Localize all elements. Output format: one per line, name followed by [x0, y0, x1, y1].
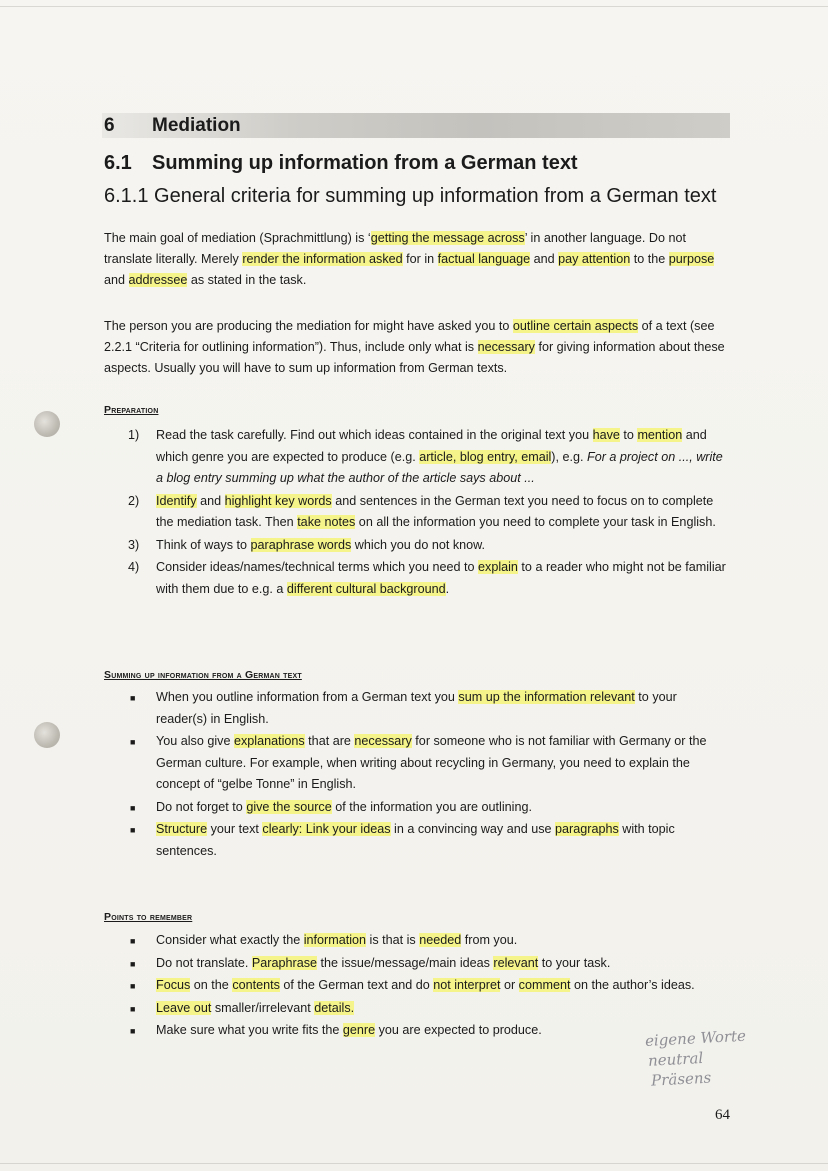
list-number: 1) — [128, 428, 140, 442]
highlighted-text: comment — [518, 978, 571, 992]
text-run: ’ in another language. Do not translate literally. Merely — [104, 231, 686, 266]
intro-paragraph-2 — [104, 316, 728, 379]
text-run: The person you are producing the mediation for might have asked you to — [104, 319, 513, 333]
text-run: on the author’s ideas. — [570, 978, 695, 992]
subsection-title: 6.1.1 General criteria for summing up information from a German text — [104, 185, 717, 207]
text-run: and which genre you are expected to produce (e.g. — [156, 428, 707, 464]
preparation-heading: Preparation — [104, 404, 159, 416]
points-heading: Points to remember — [104, 911, 193, 923]
text-run: as stated in the task. — [187, 273, 307, 287]
list-item-text — [156, 933, 517, 947]
text-run: You also give — [156, 734, 234, 748]
list-item — [104, 998, 728, 1020]
list-item — [104, 491, 728, 534]
text-run: the issue/message/main ideas — [317, 955, 494, 970]
text-run: for someone who is not familiar with Germany or the German culture. For example, when writing about recycling in Germany, you need to explain the concept of “gelbe Tonne” in English. — [156, 734, 707, 791]
highlighted-text: Structure — [156, 822, 208, 836]
highlighted-text: clearly: Link your ideas — [262, 822, 391, 836]
highlighted-text: relevant — [493, 955, 539, 970]
list-item-text — [156, 428, 723, 485]
section-number: 6.1 — [104, 152, 132, 174]
highlighted-text: genre — [342, 1023, 376, 1037]
list-number: 3) — [128, 537, 140, 552]
highlighted-text: necessary — [354, 734, 412, 748]
points-list — [104, 930, 728, 1043]
list-item — [104, 731, 728, 796]
example-text: For a project on ..., write a blog entry summing up what the author of the article says about ... — [156, 449, 723, 485]
highlighted-text: outline certain aspects — [512, 319, 639, 333]
text-run: or — [500, 978, 519, 992]
chapter-number: 6 — [104, 115, 115, 136]
list-item — [104, 930, 728, 952]
text-run: to your task. — [538, 955, 611, 970]
list-item — [104, 535, 728, 557]
bottom-rule — [0, 1163, 828, 1164]
highlighted-text: getting the message across — [370, 231, 525, 245]
list-item — [104, 687, 728, 730]
highlighted-text: pay attention — [558, 252, 631, 266]
bullet-marker: ■ — [130, 737, 136, 747]
text-run: and — [196, 493, 225, 508]
bullet-marker: ■ — [130, 981, 136, 991]
text-run: of a text (see 2.2.1 “Criteria for outlining information”). Thus, include only what is — [104, 319, 715, 354]
list-item-text — [156, 822, 675, 858]
bullet-marker: ■ — [130, 958, 136, 969]
handwritten-line: eigene Worte — [644, 1026, 747, 1050]
highlighted-text: mention — [637, 428, 683, 442]
highlighted-text: render the information asked — [242, 252, 403, 266]
bullet-marker: ■ — [130, 1026, 136, 1036]
highlighted-text: purpose — [668, 252, 715, 266]
text-run: you are expected to produce. — [375, 1023, 542, 1037]
highlighted-text: factual language — [437, 252, 531, 266]
highlighted-text: needed — [419, 933, 462, 947]
list-item — [104, 797, 728, 819]
highlighted-text: details. — [314, 1000, 355, 1015]
highlighted-text: take notes — [297, 515, 356, 529]
text-run: to your reader(s) in English. — [156, 690, 677, 726]
intro-paragraph-1 — [104, 228, 728, 291]
text-run: to — [619, 428, 638, 442]
text-run: for giving information about these aspects. Usually you will have to sum up information from German texts. — [104, 340, 725, 375]
text-run: smaller/irrelevant — [211, 1000, 315, 1015]
list-item-text — [156, 734, 707, 791]
highlighted-text: paraphrase words — [250, 537, 352, 552]
text-run: which you do not know. — [351, 537, 486, 552]
text-run: in a convincing way and use — [390, 822, 556, 836]
highlighted-text: explain — [478, 560, 518, 574]
text-run: Think of ways to — [156, 537, 251, 552]
text-run: Do not forget to — [156, 799, 247, 814]
bullet-marker: ■ — [130, 1003, 136, 1014]
highlighted-text: give the source — [246, 799, 332, 814]
punch-hole-bottom — [34, 722, 60, 748]
text-run: that are — [304, 734, 355, 748]
list-item-text — [156, 690, 677, 726]
summing-up-list — [104, 687, 728, 863]
text-run: The main goal of mediation (Sprachmittlung) is ‘ — [104, 231, 371, 245]
highlighted-text: addressee — [128, 273, 188, 287]
text-run: is that is — [366, 933, 420, 947]
text-run: your text — [207, 822, 263, 836]
text-run: Consider what exactly the — [156, 933, 304, 947]
top-rule — [0, 6, 828, 7]
highlighted-text: Paraphrase — [251, 955, 318, 970]
text-run: Make sure what you write fits the — [156, 1023, 343, 1037]
text-run: ), e.g. — [551, 449, 587, 464]
bullet-marker: ■ — [130, 802, 136, 813]
bullet-marker: ■ — [130, 693, 136, 703]
highlighted-text: highlight key words — [224, 493, 332, 508]
list-item-text — [156, 494, 716, 530]
list-item — [104, 425, 728, 490]
highlighted-text: Focus — [156, 978, 191, 992]
list-item — [104, 557, 728, 600]
text-run: on the — [190, 978, 233, 992]
page-number: 64 — [715, 1107, 730, 1123]
text-run: Consider ideas/names/technical terms which you need to — [156, 560, 479, 574]
text-run: and — [104, 273, 129, 287]
highlighted-text: Identify — [156, 493, 197, 508]
list-item-text — [156, 560, 726, 596]
list-item — [104, 819, 728, 862]
text-run: of the information you are outlining. — [331, 799, 532, 814]
summing-up-heading: Summing up information from a German text — [104, 669, 302, 681]
list-number: 4) — [128, 560, 140, 574]
list-number: 2) — [128, 493, 140, 508]
list-item-text — [156, 800, 532, 814]
text-run: When you outline information from a German text you — [156, 690, 459, 704]
list-item-text — [156, 538, 485, 552]
text-run: for in — [402, 252, 438, 266]
preparation-list — [104, 425, 728, 601]
text-run: with topic sentences. — [156, 822, 675, 858]
punch-hole-top — [34, 411, 60, 437]
text-run: and — [530, 252, 559, 266]
text-run: on all the information you need to complete your task in English. — [355, 515, 716, 529]
text-run: to a reader who might not be familiar with them due to e.g. a — [156, 560, 726, 596]
highlighted-text: Leave out — [156, 1000, 212, 1015]
highlighted-text: necessary — [477, 340, 535, 354]
handwritten-note — [645, 1023, 798, 1091]
text-run: Read the task carefully. Find out which ideas contained in the original text you — [156, 428, 593, 442]
list-item-text — [156, 1001, 354, 1015]
text-run: . — [445, 581, 450, 596]
text-run: from you. — [461, 933, 518, 947]
highlighted-text: not interpret — [433, 978, 501, 992]
text-run: and sentences in the German text you need to focus on to complete the mediation task. Then — [156, 493, 714, 529]
list-item-text — [156, 1023, 542, 1037]
highlighted-text: contents — [232, 978, 280, 992]
highlighted-text: article, blog entry, email — [419, 449, 552, 464]
highlighted-text: sum up the information relevant — [458, 690, 635, 704]
list-item-text — [156, 956, 610, 970]
highlighted-text: information — [303, 933, 367, 947]
text-run: Do not translate. — [156, 955, 252, 970]
list-item — [104, 953, 728, 975]
chapter-title: Mediation — [152, 115, 241, 136]
bullet-marker: ■ — [130, 825, 136, 835]
list-item-text — [156, 978, 695, 992]
list-item — [104, 975, 728, 997]
highlighted-text: explanations — [233, 734, 305, 748]
bullet-marker: ■ — [130, 936, 136, 946]
highlighted-text: different cultural background — [286, 581, 446, 596]
handwritten-line: neutral — [647, 1048, 704, 1070]
text-run: of the German text and do — [279, 978, 434, 992]
section-title: Summing up information from a German text — [152, 152, 578, 174]
list-item — [104, 1020, 728, 1042]
text-run: to the — [630, 252, 669, 266]
highlighted-text: paragraphs — [555, 822, 619, 836]
highlighted-text: have — [592, 428, 620, 442]
handwritten-line: Präsens — [650, 1068, 712, 1090]
